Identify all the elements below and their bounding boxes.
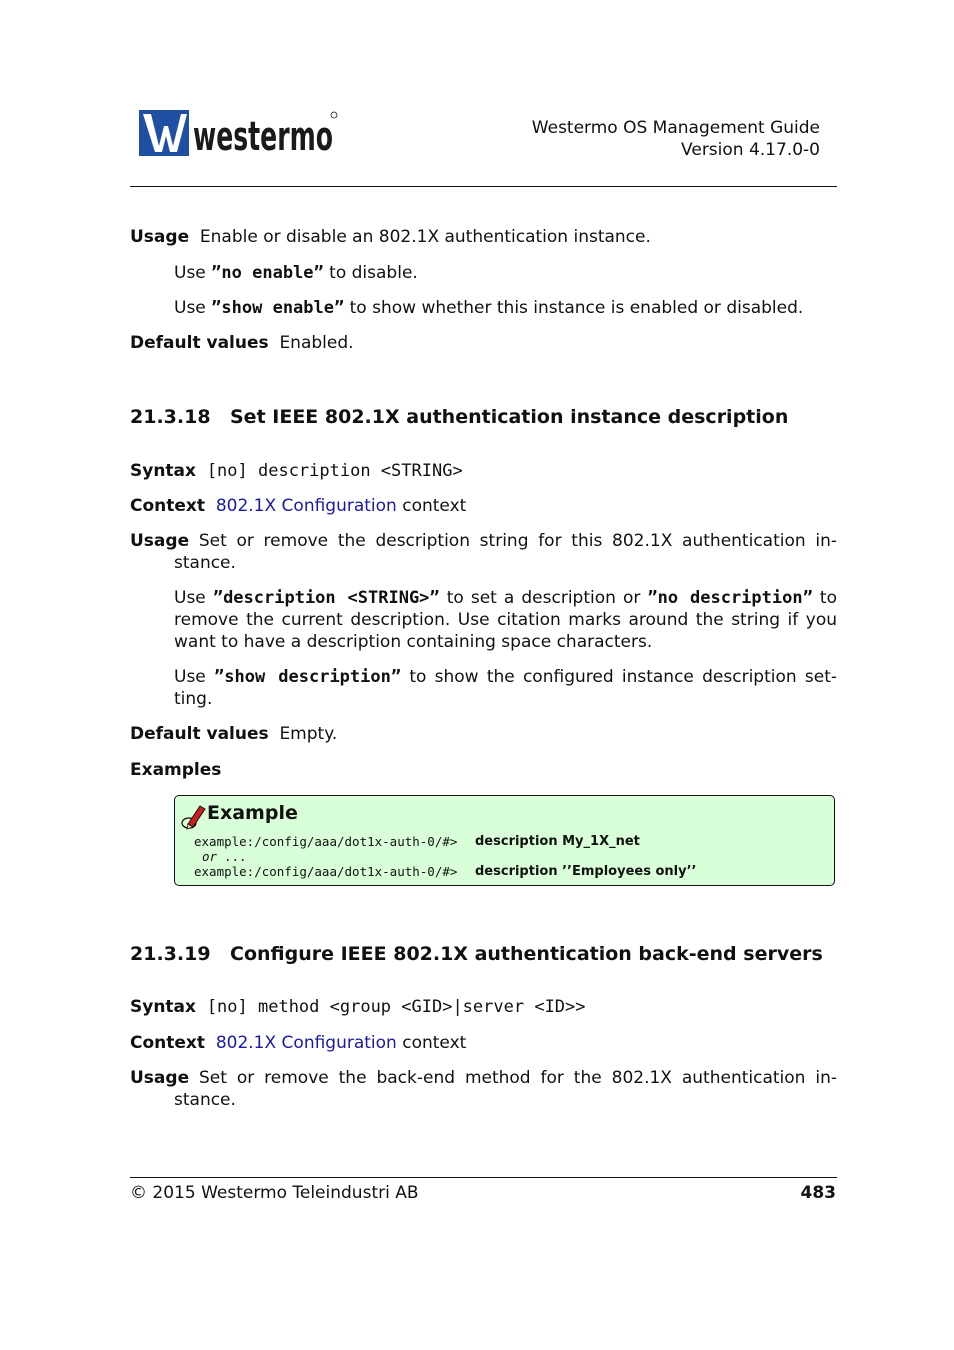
guide-version: Version 4.17.0-0 [681,140,820,160]
description-paragraph-line: remove the current description. Use citation marks around the string if you [174,610,837,630]
syntax-label: Syntax [130,997,196,1017]
example-prompt: example:/config/aaa/dot1x-auth-0/#> [194,834,458,849]
command-no-description: ”no description” [647,588,813,608]
default-values-row [130,723,337,745]
usage-text-cont: stance. [174,1090,236,1110]
show-description-paragraph [174,666,837,688]
pencil-icon [180,802,208,830]
usage-text: Set or remove the description string for this 802.1X authentication in- [198,531,837,551]
example-command: description My_1X_net [475,834,640,849]
examples-label: Examples [130,760,222,780]
section-heading [130,406,788,428]
default-value: Enabled. [279,333,354,353]
command-show-enable: ”show enable” [211,298,345,318]
default-value: Empty. [279,724,338,744]
header-divider [130,186,837,187]
usage-label: Usage [130,531,190,551]
text: Use [174,263,212,283]
copyright-text: 2015 Westermo Teleindustri AB [152,1183,419,1203]
command-no-enable: ”no enable” [211,263,324,283]
context-suffix: context [396,1033,467,1053]
text: to show whether this instance is enabled or disabled. [344,298,804,318]
context-link[interactable]: 802.1X Configuration [215,1033,397,1053]
usage-row [130,530,837,552]
context-row [130,495,466,517]
copyright-icon: © [130,1183,147,1203]
usage-row [130,226,651,248]
text: Use [174,298,212,318]
usage-text-cont: stance. [174,553,236,573]
header-info [532,117,820,161]
section-title: Set IEEE 802.1X authentication instance description [230,406,789,428]
syntax-label: Syntax [130,461,196,481]
example-prompt: example:/config/aaa/dot1x-auth-0/#> [194,864,458,879]
default-label: Default values [130,724,269,744]
usage-label: Usage [130,227,190,247]
usage-paragraph [174,297,803,319]
syntax-row [130,996,586,1018]
text: to disable. [323,263,418,283]
text: to show the configured instance description set- [401,667,838,687]
syntax-command: [no] description <STRING> [206,461,463,481]
context-row [130,1032,466,1054]
command-description: ”description <STRING>” [212,588,440,608]
description-paragraph-line: want to have a description containing space characters. [174,632,653,652]
section-number: 21.3.18 [130,406,211,428]
section-title: Configure IEEE 802.1X authentication back-end servers [230,943,823,965]
text: Use [174,667,215,687]
text: to set a description or [439,588,648,608]
default-values-row [130,332,354,354]
usage-text: Enable or disable an 802.1X authentication instance. [199,227,651,247]
section-heading [130,943,823,965]
show-description-paragraph-line: ting. [174,689,213,709]
context-label: Context [130,1033,206,1053]
page-number: 483 [800,1183,836,1203]
context-link[interactable]: 802.1X Configuration [215,496,397,516]
example-command: description ’’Employees only’’ [475,864,697,879]
command-show-description: ”show description” [214,667,402,687]
example-or: or ... [202,849,248,864]
default-label: Default values [130,333,269,353]
section-number: 21.3.19 [130,943,211,965]
example-title: Example [207,802,298,824]
context-label: Context [130,496,206,516]
usage-paragraph [174,262,418,284]
text: Use [174,588,213,608]
syntax-row [130,460,463,482]
footer-copyright [130,1182,419,1204]
syntax-command: [no] method <group <GID>|server <ID>> [206,997,586,1017]
usage-label: Usage [130,1068,190,1088]
guide-title: Westermo OS Management Guide [531,118,820,138]
usage-row [130,1067,837,1089]
footer-divider [130,1177,837,1178]
usage-text: Set or remove the back-end method for the 802.1X authentication in- [199,1068,837,1088]
context-suffix: context [396,496,467,516]
westermo-logo [139,110,339,158]
description-paragraph [174,587,837,609]
logo-wordmark: westermo [193,114,333,160]
text: to [812,588,837,608]
